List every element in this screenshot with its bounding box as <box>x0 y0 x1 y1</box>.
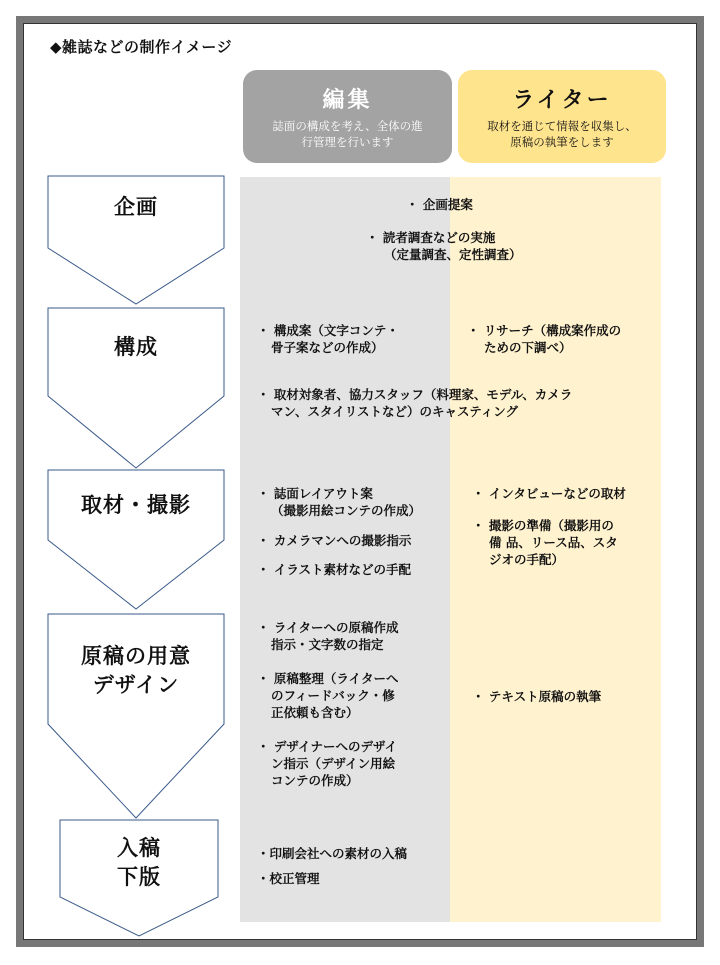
item-interview: ・ インタビューなどの取材 <box>472 486 626 501</box>
item-kikaku-teian: ・ 企画提案 <box>406 197 473 212</box>
item-genko-shiji-line-2: 指示・文字数の指定 <box>271 637 384 652</box>
editor-header-desc-line-1: 誌面の構成を考え、全体の進 <box>272 119 423 133</box>
writer-header-desc-line-2: 原稿の執筆をします <box>510 135 614 149</box>
item-seiri-line-3: 正依頼も含む） <box>271 705 359 720</box>
item-koseian-line-2: 骨子案などの作成） <box>271 340 384 355</box>
item-layout-line-2: （撮影用絵コンテの作成） <box>271 503 422 518</box>
page-title: ◆雑誌などの制作イメージ <box>50 38 233 56</box>
item-design-line-2: ン指示（デザイン用絵 <box>271 756 396 771</box>
stage-arrow-kosei <box>48 308 224 468</box>
stage-label-genko-2: デザイン <box>92 673 180 697</box>
item-satsuei-line-3: ジオの手配） <box>489 552 565 567</box>
item-illust: ・ イラスト素材などの手配 <box>257 562 411 577</box>
stage-label-shuzai: 取材・撮影 <box>81 493 191 517</box>
writer-header-title: ライター <box>512 88 612 113</box>
editor-header-title: 編集 <box>322 88 373 113</box>
item-casting-line-1: ・ 取材対象者、協力スタッフ（料理家、モデル、カメラ <box>257 387 573 402</box>
item-genko-shiji-line-1: ・ ライターへの原稿作成 <box>257 620 399 635</box>
item-kosei: ・校正管理 <box>257 871 320 886</box>
editor-header-desc-line-2: 行管理を行います <box>301 135 394 149</box>
item-casting-line-2: マン、スタイリストなど）のキャスティング <box>271 404 519 419</box>
item-seiri-line-1: ・ 原稿整理（ライターへ <box>257 671 399 686</box>
item-research-line-1: ・ リサーチ（構成案作成の <box>467 323 622 338</box>
item-design-line-1: ・ デザイナーへのデザイ <box>257 739 398 754</box>
item-text-genko: ・ テキスト原稿の執筆 <box>472 689 602 704</box>
item-design-line-3: コンテの作成） <box>271 773 359 788</box>
item-research-line-2: ための下調べ） <box>484 340 572 355</box>
item-nyuko: ・印刷会社への素材の入稿 <box>257 846 408 861</box>
stage-label-kikaku: 企画 <box>114 195 158 219</box>
stage-label-genko-1: 原稿の用意 <box>81 644 191 668</box>
item-layout-line-1: ・ 誌面レイアウト案 <box>257 486 373 501</box>
item-dokusha-line-1: ・ 読者調査などの実施 <box>366 230 496 245</box>
stage-label-nyuko-1: 入稿 <box>117 836 161 860</box>
stage-label-nyuko-2: 下版 <box>117 865 161 889</box>
stage-label-kosei: 構成 <box>114 335 158 359</box>
item-satsuei-line-2: 備 品、リース品、スタ <box>489 535 618 550</box>
item-seiri-line-2: のフィードバック・修 <box>271 688 395 703</box>
item-koseian-line-1: ・ 構成案（文字コンテ・ <box>257 323 399 338</box>
item-cameraman: ・ カメラマンへの撮影指示 <box>257 533 412 548</box>
item-dokusha-line-2: （定量調査、定性調査） <box>384 247 522 262</box>
writer-header-desc-line-1: 取材を通じて情報を収集し、 <box>487 119 637 133</box>
item-satsuei-line-1: ・ 撮影の準備（撮影用の <box>472 518 614 533</box>
